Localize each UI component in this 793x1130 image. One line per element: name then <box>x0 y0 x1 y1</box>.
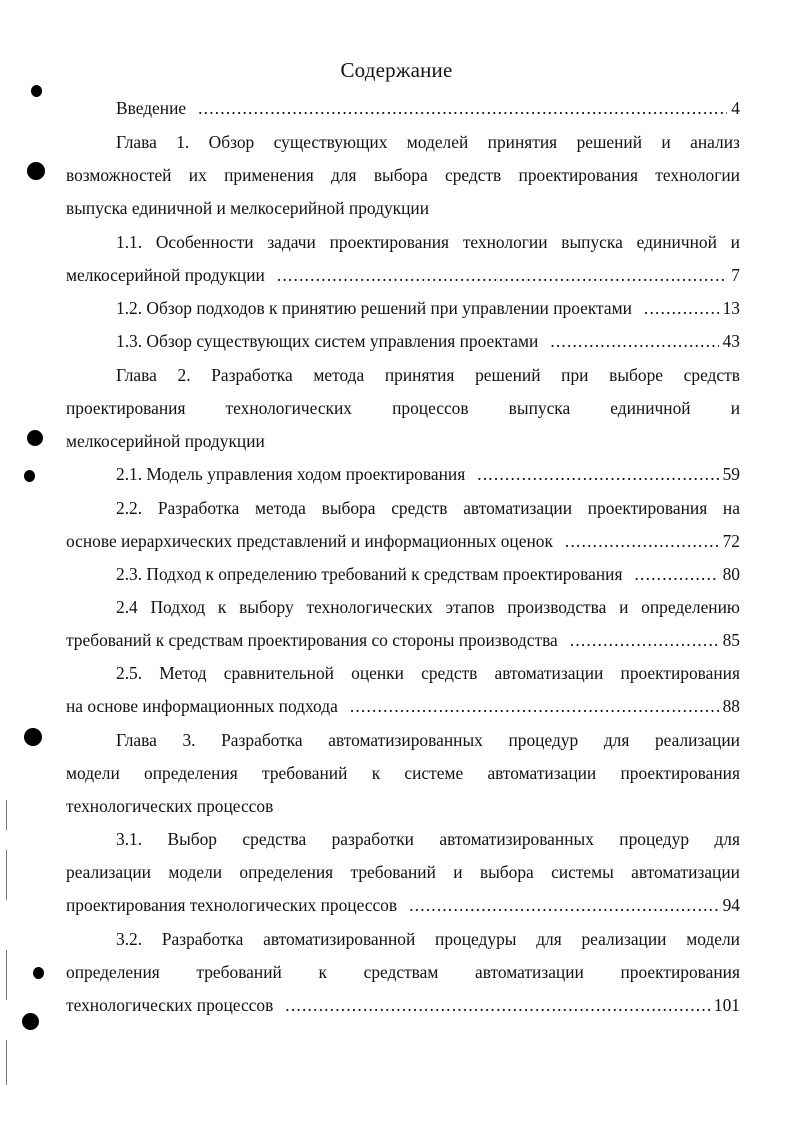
entry-word: возможностей <box>66 165 172 185</box>
entry-word: средствам <box>363 962 439 982</box>
entry-word: технологических <box>225 398 352 418</box>
entry-word: и <box>619 597 629 617</box>
entry-word: определения <box>239 862 334 882</box>
entry-word: средств <box>444 165 502 185</box>
entry-word: выборе <box>609 365 663 385</box>
dot-leader <box>198 96 727 120</box>
entry-word: Разработка <box>161 929 244 949</box>
entry-word: существующих <box>273 132 388 152</box>
entry-word: проектирования <box>620 962 740 982</box>
entry-word: 3.2. <box>116 929 143 949</box>
entry-word: выбора <box>321 498 376 518</box>
entry-word: к <box>217 597 227 617</box>
toc-chapter-1-line2 <box>66 163 740 187</box>
scan-line <box>6 950 7 1000</box>
punch-hole <box>24 728 42 746</box>
entry-word: метода <box>313 365 365 385</box>
entry-word: для <box>536 929 562 949</box>
entry-word: автоматизированных <box>439 829 594 849</box>
entry-word: и <box>453 862 463 882</box>
entry-word: модели <box>168 862 223 882</box>
entry-word: требований <box>350 862 436 882</box>
entry-text: 1.3. Обзор существующих систем управления проектами <box>116 331 539 351</box>
entry-word: системе <box>404 763 464 783</box>
entry-word: задачи <box>267 232 316 252</box>
entry-word: реализации <box>581 929 667 949</box>
dot-leader <box>285 993 710 1017</box>
entry-text: проектирования технологических процессов <box>66 895 398 915</box>
toc-chapter-1-line3: выпуска единичной и мелкосерийной продукции <box>66 198 430 218</box>
toc-chapter-2-line3: мелкосерийной продукции <box>66 431 265 451</box>
toc-section-3-2 <box>116 927 740 951</box>
toc-chapter-2-line2 <box>66 396 740 420</box>
entry-word: сравнительной <box>223 663 334 683</box>
entry-word: для <box>714 829 740 849</box>
toc-section-3-1-line3 <box>66 893 740 917</box>
toc-section-2-3 <box>116 562 740 586</box>
entry-word: Глава <box>116 365 157 385</box>
entry-word: Обзор <box>208 132 255 152</box>
entry-word: реализации <box>66 862 151 882</box>
page-number: 88 <box>722 696 740 716</box>
entry-word: модели <box>686 929 740 949</box>
toc-section-1-2 <box>116 296 740 320</box>
toc-section-3-2-line3 <box>66 993 740 1017</box>
scan-line <box>6 1040 7 1085</box>
punch-hole <box>27 430 43 446</box>
toc-section-3-2-line2 <box>66 960 740 984</box>
entry-text: 2.1. Модель управления ходом проектирования <box>116 464 466 484</box>
entry-word: определению <box>641 597 740 617</box>
entry-text: Введение <box>116 98 187 118</box>
entry-word: 2.5. <box>116 663 143 683</box>
entry-word: Разработка <box>157 498 240 518</box>
entry-word: определения <box>66 962 160 982</box>
dot-leader <box>477 462 718 486</box>
entry-word: автоматизации <box>463 498 573 518</box>
entry-text: технологических процессов <box>66 995 274 1015</box>
entry-word: средств <box>683 365 740 385</box>
entry-word: выпуска <box>561 232 623 252</box>
entry-word: проектирования <box>620 763 740 783</box>
punch-mark <box>24 470 35 482</box>
page-title: Содержание <box>340 58 453 82</box>
entry-word: Подход <box>150 597 206 617</box>
entry-word: Метод <box>159 663 207 683</box>
entry-word: Глава <box>116 730 157 750</box>
entry-word: автоматизации <box>487 763 597 783</box>
toc-chapter-2 <box>116 363 740 387</box>
page-number: 59 <box>722 464 740 484</box>
scan-line <box>6 850 7 900</box>
entry-text: мелкосерийной продукции <box>66 265 265 285</box>
toc-section-3-1 <box>116 827 740 851</box>
entry-word: и <box>730 398 740 418</box>
entry-word: и <box>661 132 671 152</box>
entry-word: моделей <box>406 132 469 152</box>
entry-word: средств <box>391 498 448 518</box>
entry-word: процедур <box>619 829 690 849</box>
dot-leader <box>634 562 718 586</box>
entry-word: процедур <box>508 730 579 750</box>
toc-entry-intro <box>116 96 740 120</box>
entry-word: разработки <box>331 829 414 849</box>
toc-chapter-3-line2 <box>66 761 740 785</box>
dot-leader <box>350 694 719 718</box>
entry-word: автоматизации <box>631 862 740 882</box>
entry-word: технологических <box>306 597 433 617</box>
dot-leader <box>570 628 719 652</box>
entry-word: средств <box>421 663 478 683</box>
toc-section-2-5-line2 <box>66 694 740 718</box>
entry-word: Разработка <box>221 730 303 750</box>
entry-word: 2.2. <box>116 498 143 518</box>
entry-word: автоматизации <box>494 663 604 683</box>
entry-word: выбора <box>373 165 428 185</box>
toc-section-2-1 <box>116 462 740 486</box>
entry-word: принятия <box>487 132 558 152</box>
toc-section-2-4 <box>116 595 740 619</box>
toc-section-2-5 <box>116 661 740 685</box>
entry-word: Особенности <box>155 232 254 252</box>
page-number: 94 <box>722 895 740 915</box>
entry-word: процессов <box>392 398 469 418</box>
entry-word: метода <box>255 498 306 518</box>
page-number: 72 <box>722 531 740 551</box>
entry-word: реализации <box>654 730 740 750</box>
punch-hole <box>27 162 45 180</box>
toc-section-1-1 <box>116 230 740 254</box>
entry-word: автоматизированных <box>328 730 483 750</box>
dot-leader <box>644 296 719 320</box>
entry-word: средства <box>242 829 307 849</box>
entry-word: выбору <box>239 597 294 617</box>
entry-word: модели <box>66 763 120 783</box>
entry-text: основе иерархических представлений и информационных оценок <box>66 531 553 551</box>
entry-word: требований <box>196 962 282 982</box>
scan-line <box>6 800 7 830</box>
entry-word: проектирования <box>66 398 186 418</box>
entry-word: процедуры <box>435 929 517 949</box>
dot-leader <box>565 529 719 553</box>
page-number: 85 <box>722 630 740 650</box>
entry-word: на <box>722 498 740 518</box>
entry-word: к <box>371 763 381 783</box>
entry-word: проектирования <box>620 663 740 683</box>
entry-word: анализ <box>690 132 740 152</box>
page-number: 4 <box>731 98 740 118</box>
punch-hole <box>22 1013 39 1030</box>
page-number: 80 <box>722 564 740 584</box>
entry-word: Выбор <box>167 829 218 849</box>
page-number: 101 <box>713 995 740 1015</box>
punch-mark <box>33 967 44 979</box>
entry-word: оценки <box>351 663 404 683</box>
toc-section-1-1-line2 <box>66 263 740 287</box>
entry-word: единичной <box>610 398 691 418</box>
entry-word: требований <box>262 763 348 783</box>
entry-word: выбора <box>479 862 534 882</box>
entry-word: проектирования <box>587 498 708 518</box>
entry-word: для <box>603 730 630 750</box>
entry-word: технологии <box>462 232 548 252</box>
entry-word: и <box>730 232 740 252</box>
entry-word: определения <box>144 763 238 783</box>
toc-section-3-1-line2 <box>66 860 740 884</box>
toc-section-2-2 <box>116 496 740 520</box>
toc-section-1-3 <box>116 329 740 353</box>
entry-word: 1. <box>176 132 190 152</box>
page-number: 43 <box>722 331 740 351</box>
entry-word: решений <box>576 132 643 152</box>
page-number: 7 <box>731 265 740 285</box>
entry-word: 2.4 <box>116 597 138 617</box>
entry-text: на основе информационных подхода <box>66 696 338 716</box>
entry-word: проектирования <box>518 165 639 185</box>
entry-text: 2.3. Подход к определению требований к средствам проектирования <box>116 564 623 584</box>
entry-word: выпуска <box>508 398 571 418</box>
toc-section-2-4-line2 <box>66 628 740 652</box>
page-number: 13 <box>722 298 740 318</box>
entry-text: 1.2. Обзор подходов к принятию решений при управлении проектами <box>116 298 632 318</box>
entry-word: производства <box>507 597 607 617</box>
entry-text: требований к средствам проектирования со стороны производства <box>66 630 558 650</box>
toc-section-2-2-line2 <box>66 529 740 553</box>
entry-word: для <box>331 165 357 185</box>
entry-word: 1.1. <box>116 232 143 252</box>
entry-word: системы <box>551 862 614 882</box>
entry-word: их <box>188 165 207 185</box>
entry-word: единичной <box>636 232 717 252</box>
dot-leader <box>550 329 718 353</box>
entry-word: 3.1. <box>116 829 143 849</box>
entry-word: Глава <box>116 132 157 152</box>
entry-word: технологии <box>655 165 740 185</box>
entry-word: к <box>318 962 327 982</box>
entry-word: принятия <box>384 365 455 385</box>
entry-word: проектирования <box>329 232 450 252</box>
entry-word: этапов <box>445 597 495 617</box>
entry-word: автоматизированной <box>263 929 416 949</box>
toc-chapter-3-line3: технологических процессов <box>66 796 274 816</box>
toc-chapter-1 <box>116 130 740 154</box>
entry-word: 2. <box>177 365 191 385</box>
dot-leader <box>409 893 719 917</box>
entry-word: применения <box>224 165 314 185</box>
dot-leader <box>277 263 727 287</box>
entry-word: при <box>561 365 589 385</box>
entry-word: решений <box>475 365 541 385</box>
entry-word: Разработка <box>211 365 293 385</box>
punch-mark <box>31 85 42 97</box>
entry-word: автоматизации <box>475 962 584 982</box>
toc-chapter-3 <box>116 728 740 752</box>
entry-word: 3. <box>182 730 196 750</box>
